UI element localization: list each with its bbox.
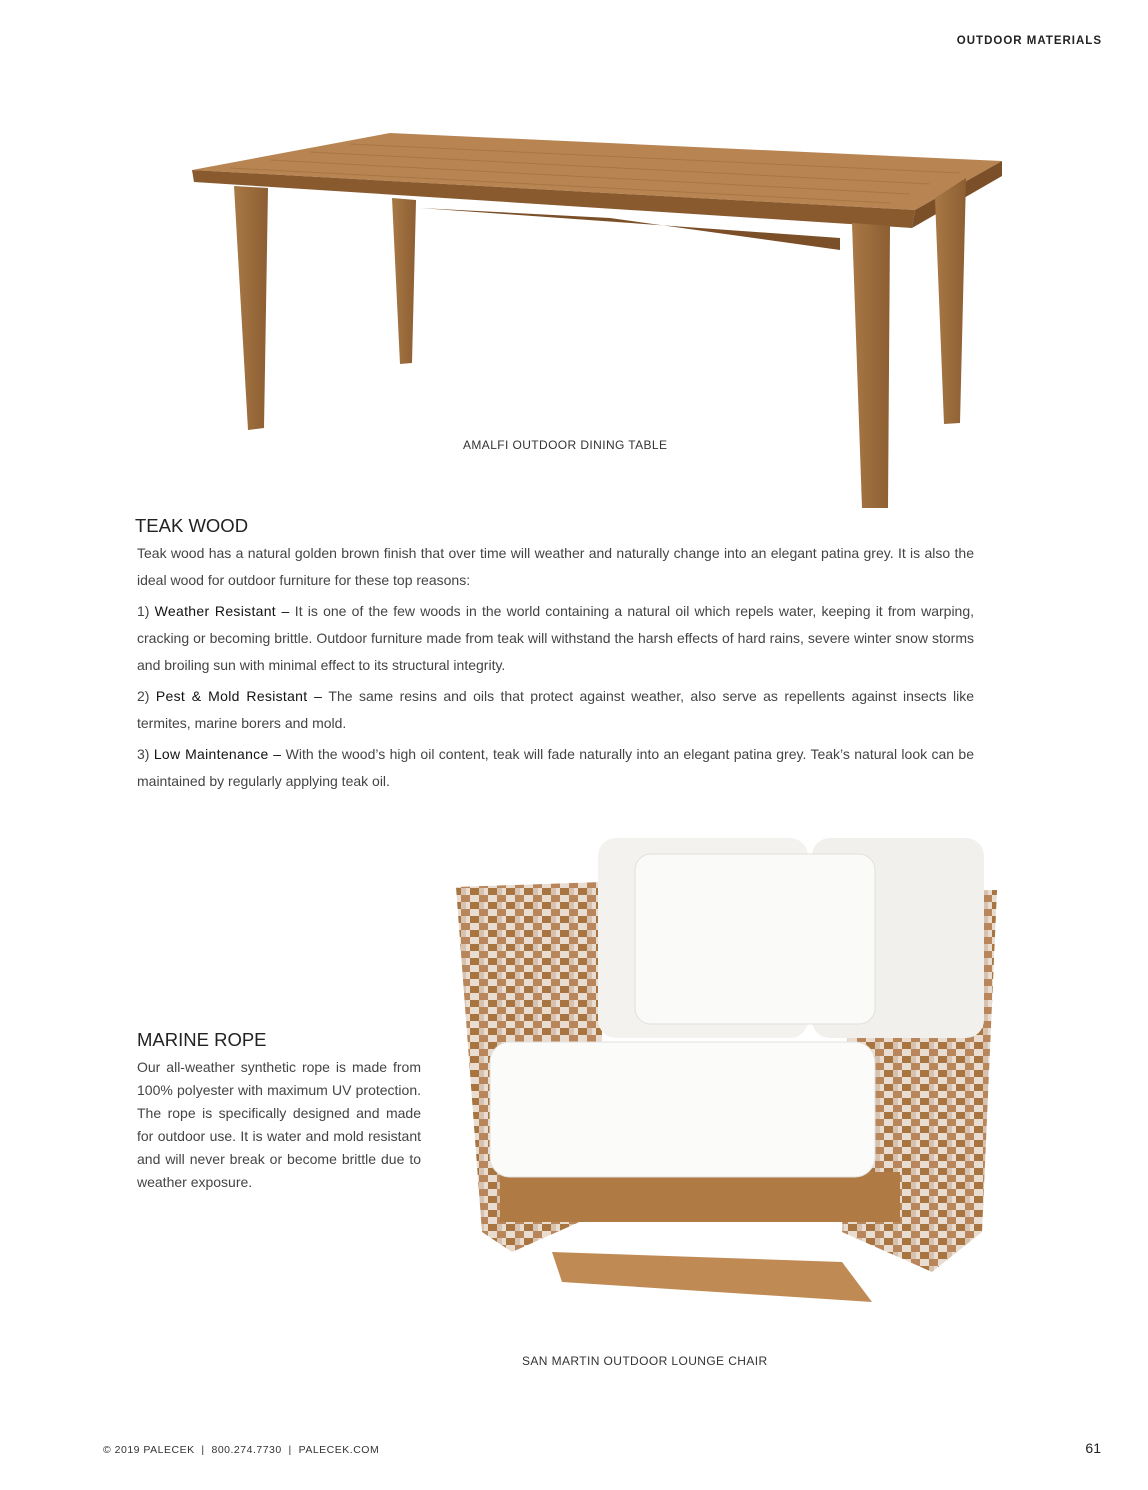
page-number: 61 [1085, 1440, 1101, 1456]
teak-reason [137, 598, 974, 679]
rope-heading: MARINE ROPE [137, 1029, 267, 1050]
teak-section [137, 540, 974, 795]
reason-label: Weather Resistant – [154, 603, 290, 619]
reason-text: The same resins and oils that protect against weather, also serve as repellents against insects like termites, marine borers and mold. [137, 688, 974, 731]
reason-number: 2) [137, 688, 150, 704]
teak-reason [137, 683, 974, 737]
table-caption: AMALFI OUTDOOR DINING TABLE [463, 438, 668, 452]
section-header: OUTDOOR MATERIALS [956, 35, 1102, 47]
teak-reason [137, 741, 974, 795]
reason-label: Pest & Mold Resistant – [155, 688, 323, 704]
footer-text: © 2019 PALECEK | 800.274.7730 | PALECEK.COM [103, 1444, 380, 1456]
reason-label: Low Maintenance – [153, 746, 282, 762]
teak-intro: Teak wood has a natural golden brown finish that over time will weather and naturally change into an elegant patina grey. It is also the ideal wood for outdoor furniture for these top reasons: [137, 545, 974, 588]
reason-number: 3) [137, 746, 150, 762]
rope-body: Our all-weather synthetic rope is made from 100% polyester with maximum UV protection. The rope is specifically designed and made for outdoor use. It is water and mold resistant and will never break or become brittle due to weather exposure. [137, 1059, 421, 1190]
dining-table-image [190, 128, 1005, 513]
teak-heading: TEAK WOOD [135, 515, 249, 536]
chair-caption: SAN MARTIN OUTDOOR LOUNGE CHAIR [522, 1354, 768, 1368]
reason-number: 1) [137, 603, 150, 619]
lounge-chair-image [452, 832, 1000, 1332]
reason-text: With the wood’s high oil content, teak will fade naturally into an elegant patina grey. Teak’s natural look can be maintained by regularly applying teak oil. [137, 746, 974, 789]
reason-text: It is one of the few woods in the world containing a natural oil which repels water, keeping it from warping, cracking or becoming brittle. Outdoor furniture made from teak will withstand the harsh effects of hard rains, severe winter snow storms and broiling sun with minimal effect to its structural integrity. [137, 603, 975, 673]
